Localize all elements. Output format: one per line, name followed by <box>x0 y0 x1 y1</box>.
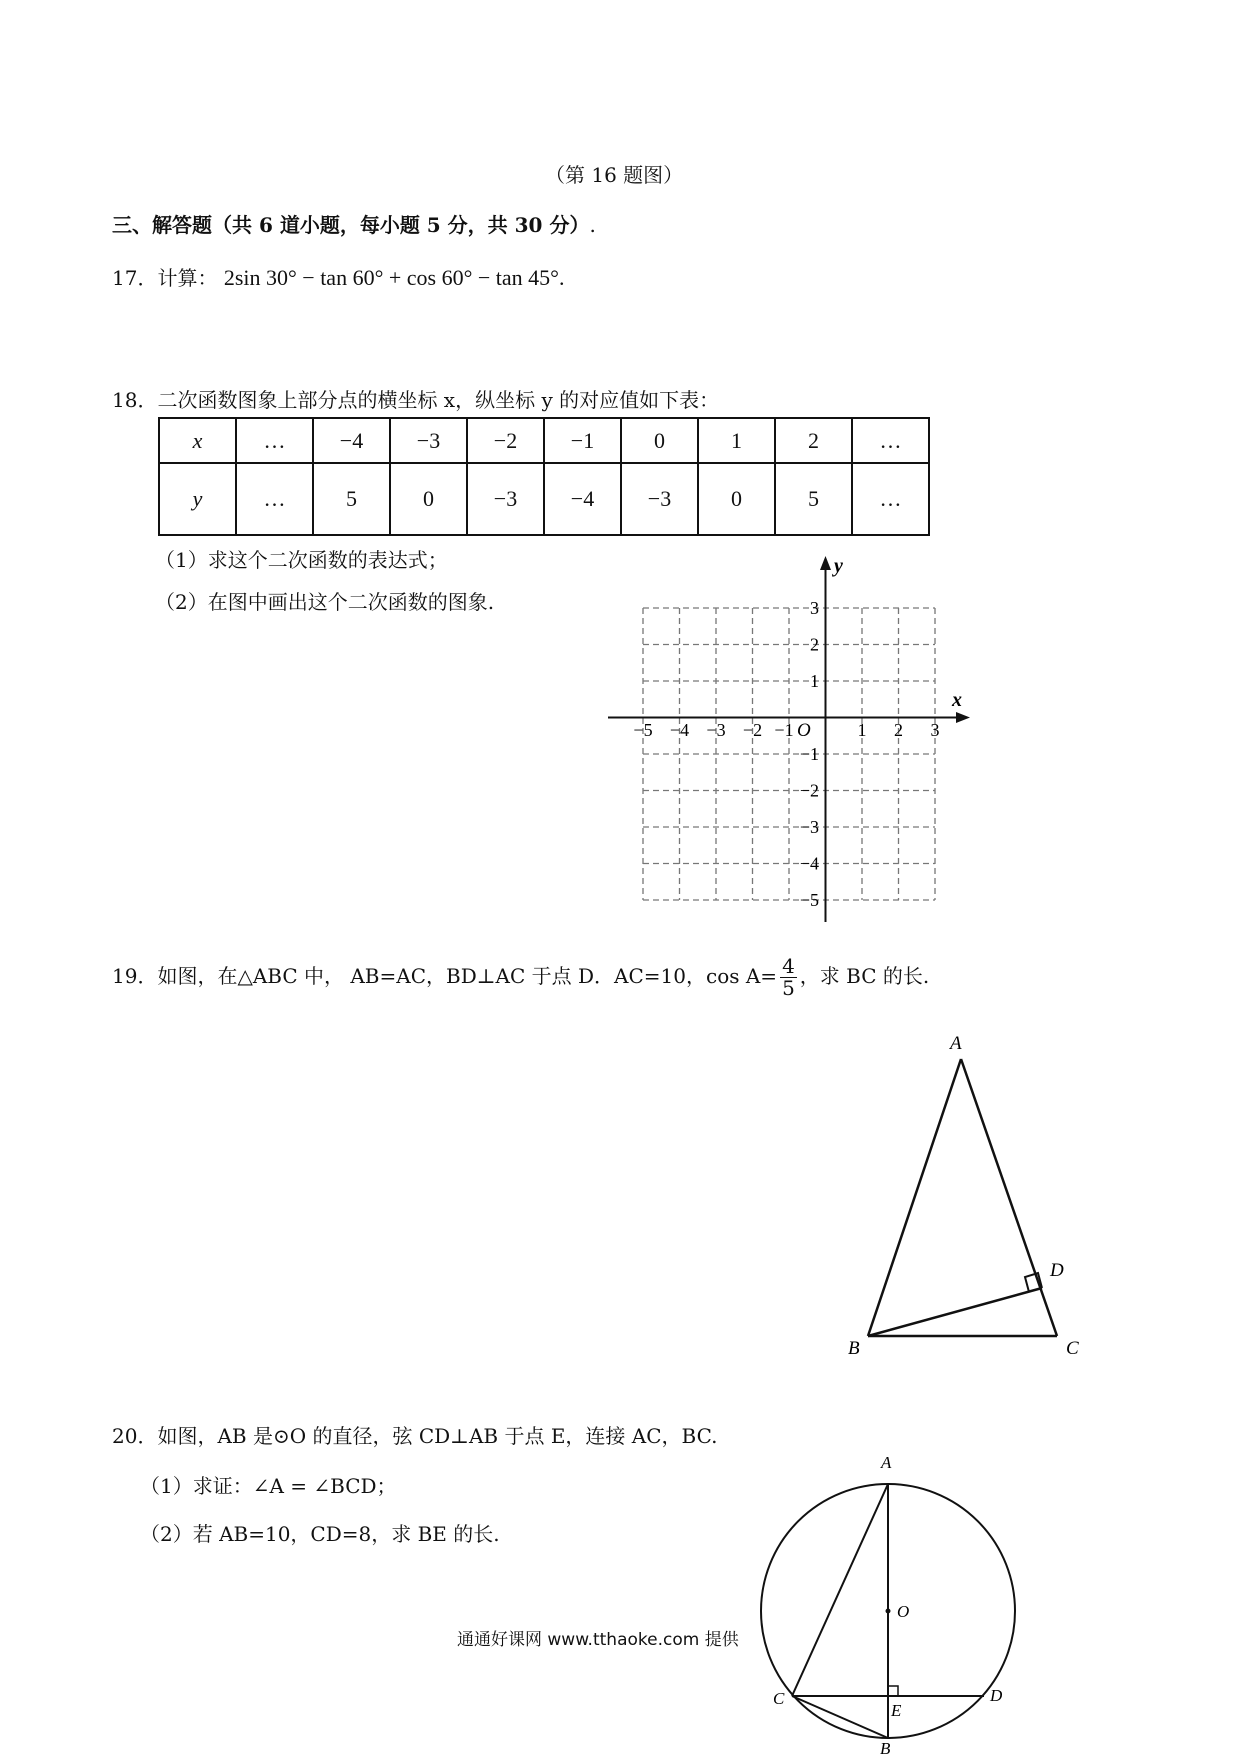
heading-trailing-mark: . <box>589 213 596 237</box>
q19-text-after: ，求 BC 的长. <box>799 964 930 988</box>
q18-number: 18． <box>112 388 158 412</box>
origin-label: O <box>797 720 811 741</box>
x-axis-arrow <box>956 712 970 723</box>
table-cell: −2 <box>467 418 544 463</box>
y-tick-label: 1 <box>810 671 819 691</box>
table-cell: 5 <box>775 463 852 535</box>
point-a-label: A <box>881 1453 892 1472</box>
table-cell: −3 <box>467 463 544 535</box>
segment-bd <box>868 1288 1042 1336</box>
cos-fraction <box>780 956 797 999</box>
center-point <box>886 1609 891 1614</box>
y-tick-label: −2 <box>799 780 819 801</box>
point-b-label: B <box>848 1338 860 1359</box>
x-tick-label: −2 <box>742 720 763 740</box>
question-19 <box>112 956 929 999</box>
q18-part-2: （2）在图中画出这个二次函数的图象. <box>155 590 495 614</box>
table-cell: 0 <box>621 418 698 463</box>
table-row-x <box>159 418 929 463</box>
y-tick-label: −3 <box>799 817 819 837</box>
q17-number: 17． <box>112 266 158 290</box>
table-cell: −4 <box>544 463 621 535</box>
point-e-label: E <box>891 1701 902 1720</box>
x-tick-label: −3 <box>706 720 726 740</box>
q18-text: 二次函数图象上部分点的横坐标 x，纵坐标 y 的对应值如下表： <box>157 388 720 412</box>
table-cell: 5 <box>313 463 390 535</box>
x-axis-label: x <box>952 689 962 711</box>
table-cell: −3 <box>390 418 467 463</box>
question-20 <box>112 1424 718 1448</box>
y-tick-label: −1 <box>799 744 819 764</box>
point-c-label: C <box>773 1689 785 1708</box>
segment-ab <box>868 1059 961 1336</box>
axes <box>608 562 962 922</box>
y-tick-label: −5 <box>799 890 819 910</box>
x-tick-label: −1 <box>774 720 794 740</box>
q19-text-before: 如图，在△ABC 中， AB=AC，BD⊥AC 于点 D．AC=10，cos A= <box>157 964 778 988</box>
table-cell: … <box>236 418 313 463</box>
table-cell: 0 <box>390 463 467 535</box>
table-cell-y-label: y <box>159 463 236 535</box>
section-heading <box>112 213 596 237</box>
table-cell: −3 <box>621 463 698 535</box>
q20-text: 如图，AB 是⊙O 的直径，弦 CD⊥AB 于点 E，连接 AC，BC. <box>157 1424 718 1448</box>
point-d-label: D <box>1050 1260 1064 1281</box>
q20-number: 20． <box>112 1424 158 1448</box>
footer-text: 通通好课网 www.tthaoke.com 提供 <box>457 1630 739 1650</box>
table-cell: … <box>236 463 313 535</box>
point-b-label: B <box>880 1739 891 1754</box>
chord-ac <box>792 1484 888 1696</box>
grid-lines <box>643 608 935 900</box>
q18-part-1: （1）求这个二次函数的表达式； <box>155 548 448 572</box>
fraction-numerator: 4 <box>782 954 795 978</box>
right-angle-mark <box>888 1686 898 1696</box>
y-tick-label: −4 <box>799 853 819 874</box>
value-table <box>158 417 930 536</box>
x-tick-label: 2 <box>894 720 903 740</box>
coordinate-grid <box>600 550 990 940</box>
table-cell-x-label: x <box>159 418 236 463</box>
q20-part-2: （2）若 AB=10，CD=8，求 BE 的长. <box>140 1522 500 1546</box>
circle-figure <box>740 1440 1040 1754</box>
point-o-label: O <box>897 1602 910 1621</box>
x-tick-label: 1 <box>857 720 867 740</box>
q17-prompt: 计算： <box>157 266 218 290</box>
x-tick-label: −4 <box>669 720 690 740</box>
segment-ac <box>961 1059 1057 1336</box>
point-c-label: C <box>1066 1338 1079 1359</box>
q19-number: 19． <box>112 964 158 988</box>
question-17 <box>112 265 564 291</box>
x-tick-label: −5 <box>633 720 653 740</box>
table-cell: 1 <box>698 418 775 463</box>
y-tick-label: 2 <box>810 634 819 655</box>
q17-expression: 2sin 30° − tan 60° + cos 60° − tan 45° <box>223 265 559 290</box>
table-cell: −4 <box>313 418 390 463</box>
y-axis-arrow <box>820 556 831 570</box>
y-tick-label: 3 <box>810 598 819 618</box>
table-row-y <box>159 463 929 535</box>
point-a-label: A <box>950 1033 962 1054</box>
fraction-denominator: 5 <box>782 976 795 1000</box>
y-tick-labels <box>800 598 819 910</box>
q20-part-1: （1）求证：∠A = ∠BCD； <box>140 1474 397 1498</box>
x-tick-labels <box>633 720 939 740</box>
table-cell: −1 <box>544 418 621 463</box>
x-tick-label: 3 <box>930 720 940 740</box>
figure-16-caption: （第 16 题图） <box>545 163 684 187</box>
table-cell: 2 <box>775 418 852 463</box>
triangle-figure <box>830 1020 1100 1370</box>
section-heading-text: 三、解答题（共 6 道小题，每小题 5 分，共 30 分） <box>112 213 590 237</box>
question-18-prompt <box>112 388 719 412</box>
table-cell: 0 <box>698 463 775 535</box>
y-axis-label: y <box>834 555 843 577</box>
point-d-label: D <box>990 1686 1003 1705</box>
table-cell: … <box>852 418 929 463</box>
chord-cb <box>792 1696 888 1738</box>
q17-end: . <box>558 265 565 290</box>
table-cell: … <box>852 463 929 535</box>
